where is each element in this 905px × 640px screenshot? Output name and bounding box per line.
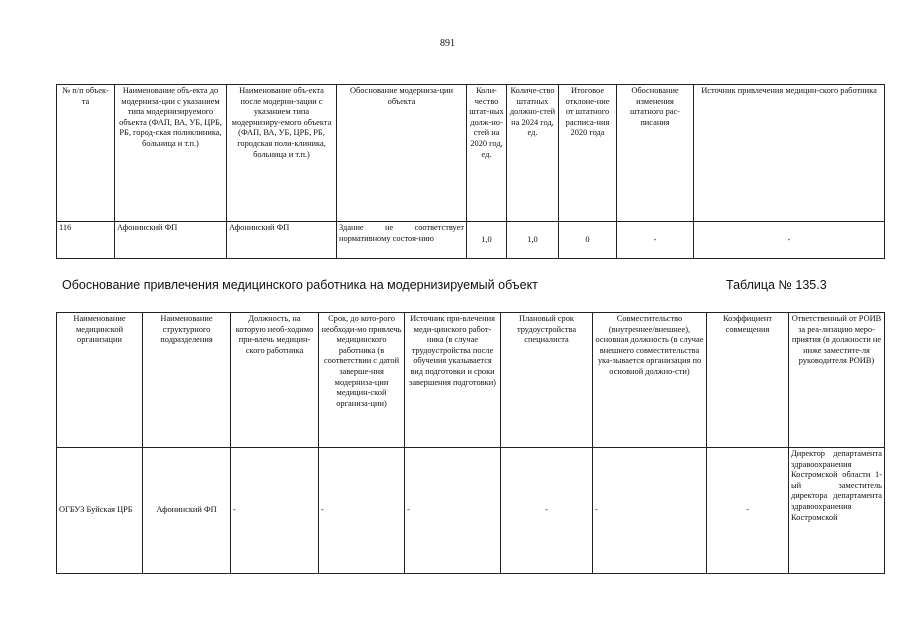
table1-header-cell: № п/п объек-та xyxy=(57,85,115,222)
object-number: 116 xyxy=(57,222,115,259)
responsible-person: Директор департамента здравоохранения Костромской области 1-ый заместитель директора департамента здравоохранения Костромской xyxy=(789,448,885,574)
modernization-reason: Здание не соответствует нормативному состоя-нию xyxy=(337,222,467,259)
attraction-source: - xyxy=(405,448,501,574)
table1-header-cell: Наименование объ-екта после модерни-зации с указанием типа модернизиру-емого объекта (ФАП, ВА, УБ, ЦРБ, РБ, городская поли-клиника, больница и т.п.) xyxy=(227,85,337,222)
table2-header-cell: Должность, на которую необ-ходимо при-влечь медицин-ского работника xyxy=(231,313,319,448)
object-after: Афонинский ФП xyxy=(227,222,337,259)
planned-employment-date: - xyxy=(501,448,593,574)
worker-source: - xyxy=(694,222,885,259)
table1-header-cell: Обоснование изменения штатного рас-писания xyxy=(617,85,694,222)
worker-attraction-table xyxy=(56,312,885,574)
combination-type: - xyxy=(593,448,707,574)
position: - xyxy=(231,448,319,574)
table2-header-cell: Наименование медицинской организации xyxy=(57,313,143,448)
table1-header-cell: Количе-ство штатных должно-стей на 2024 год, ед. xyxy=(507,85,559,222)
table1-header-cell: Источник привлечения медицин-ского работника xyxy=(694,85,885,222)
table2-header-cell: Источник при-влечения меди-цинского работ-ника (в случае трудоустройства после обучения указывается вид подготовки и сроки завершения подготовки) xyxy=(405,313,501,448)
staff-count-2024: 1,0 xyxy=(507,222,559,259)
modernization-table xyxy=(56,84,885,259)
division-name: Афонинский ФП xyxy=(143,448,231,574)
table2-header-cell: Плановый срок трудоустройства специалиста xyxy=(501,313,593,448)
table-number: Таблица № 135.3 xyxy=(726,278,827,292)
table1-header-cell: Итоговое отклоне-ние от штатного расписа-ния 2020 года xyxy=(559,85,617,222)
staff-count-2020: 1,0 xyxy=(467,222,507,259)
table1-header-row xyxy=(57,85,885,222)
section-heading xyxy=(62,278,862,292)
table1-header-cell: Наименование объ-екта до модерниза-ции с указанием типа модернизируемого объекта (ФАП, ВА, УБ, ЦРБ, РБ, город-ская поликлиника, больница и т.п.) xyxy=(115,85,227,222)
organization-name: ОГБУЗ Буйская ЦРБ xyxy=(57,448,143,574)
object-before: Афонинский ФП xyxy=(115,222,227,259)
table1-header-cell: Обоснование модерниза-ции объекта xyxy=(337,85,467,222)
table2-header-cell: Совместительство (внутреннее/внешнее), основная должность (в случае внешнего совместительства ука-зывается организация по основной должно-сти) xyxy=(593,313,707,448)
staff-change-reason: - xyxy=(617,222,694,259)
section-title: Обоснование привлечения медицинского работника на модернизируемый объект xyxy=(62,278,538,292)
table2-header-row xyxy=(57,313,885,448)
table2-header-cell: Коэффициент совмещения xyxy=(707,313,789,448)
table2-header-cell: Ответственный от РОИВ за реа-лизацию меро-приятия (в должности не ниже заместите-ля руководителя РОИВ) xyxy=(789,313,885,448)
table2-header-cell: Наименование структурного подразделения xyxy=(143,313,231,448)
table2-header-cell: Срок, до кото-рого необходи-мо привлечь медицинского работника (в соответствии с датой заверше-ния модерниза-ции медицин-ской организа-ции) xyxy=(319,313,405,448)
page-number: 891 xyxy=(440,38,455,49)
table-row xyxy=(57,222,885,259)
table-row xyxy=(57,448,885,574)
table1-header-cell: Коли-чество штат-ных долж-но-стей на 2020 год, ед. xyxy=(467,85,507,222)
combination-coefficient: - xyxy=(707,448,789,574)
staff-deviation: 0 xyxy=(559,222,617,259)
deadline: - xyxy=(319,448,405,574)
